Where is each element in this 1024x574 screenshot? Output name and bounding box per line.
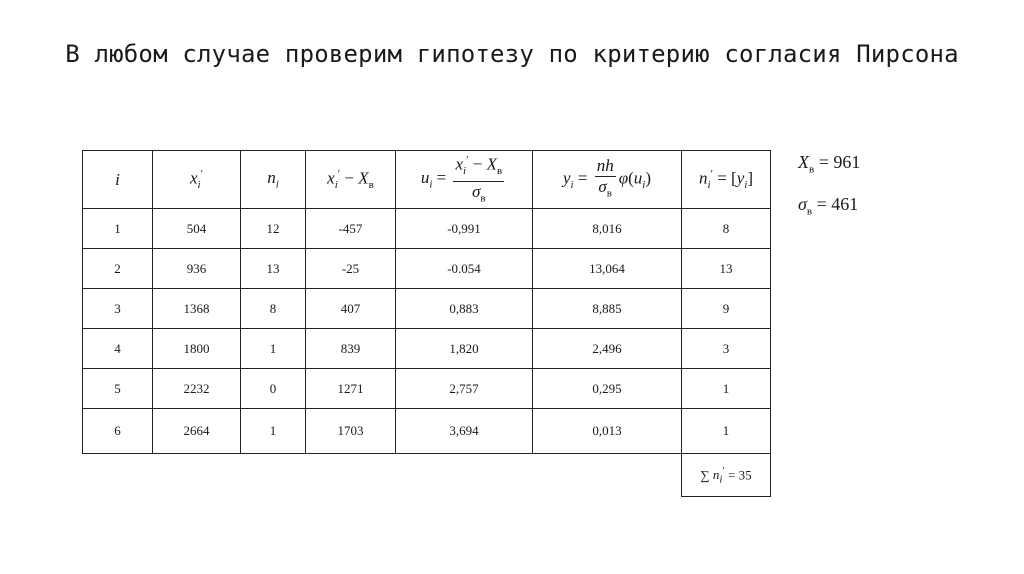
header-xi: $x_i'$ bbox=[153, 151, 241, 209]
cell: 504 bbox=[153, 209, 241, 249]
cell: 3,694 bbox=[396, 409, 533, 454]
cell: 936 bbox=[153, 249, 241, 289]
header-xi-minus-x: $x_i' - X_в$ bbox=[306, 151, 396, 209]
header-i: i bbox=[83, 151, 153, 209]
cell: 8,016 bbox=[533, 209, 682, 249]
cell: 1271 bbox=[306, 369, 396, 409]
cell: 13 bbox=[682, 249, 771, 289]
header-yi: $y_i$ = $\frac{nh}{\sigma_в}$ $\varphi(u_i)$ bbox=[533, 151, 682, 209]
header-ni-prime: $n_i' = [y_i]$ bbox=[682, 151, 771, 209]
table-header-row bbox=[83, 151, 771, 209]
cell: 4 bbox=[83, 329, 153, 369]
cell: 839 bbox=[306, 329, 396, 369]
table-sum-row bbox=[83, 454, 771, 497]
cell: 1800 bbox=[153, 329, 241, 369]
cell: 0 bbox=[241, 369, 306, 409]
sum-cell: ∑ $n_i' = 35$ bbox=[682, 454, 771, 497]
sample-mean-value: 961 bbox=[833, 152, 861, 172]
table-row bbox=[83, 249, 771, 289]
cell: -0,991 bbox=[396, 209, 533, 249]
cell: 6 bbox=[83, 409, 153, 454]
cell: -0.054 bbox=[396, 249, 533, 289]
pearson-table bbox=[82, 150, 771, 497]
cell: 0,883 bbox=[396, 289, 533, 329]
slide-title: В любом случае проверим гипотезу по критерию согласия Пирсона bbox=[65, 40, 959, 68]
cell: 8 bbox=[241, 289, 306, 329]
cell: 1703 bbox=[306, 409, 396, 454]
sum-value: 35 bbox=[738, 466, 752, 482]
table-row bbox=[83, 329, 771, 369]
cell: 2 bbox=[83, 249, 153, 289]
cell: 8,885 bbox=[533, 289, 682, 329]
cell: 8 bbox=[682, 209, 771, 249]
cell: 2232 bbox=[153, 369, 241, 409]
cell: 13,064 bbox=[533, 249, 682, 289]
cell: 407 bbox=[306, 289, 396, 329]
header-ni: $n_i$ bbox=[241, 151, 306, 209]
sample-stddev-value: 461 bbox=[831, 194, 859, 214]
header-ui: $u_i$ = $\frac{x_i' - X_в}{\sigma_в}$ bbox=[396, 151, 533, 209]
cell: 2,496 bbox=[533, 329, 682, 369]
table-row bbox=[83, 289, 771, 329]
cell: -457 bbox=[306, 209, 396, 249]
cell: 0,295 bbox=[533, 369, 682, 409]
cell: 1 bbox=[241, 329, 306, 369]
cell: 1 bbox=[682, 409, 771, 454]
cell: 1368 bbox=[153, 289, 241, 329]
cell: 3 bbox=[682, 329, 771, 369]
cell: 1,820 bbox=[396, 329, 533, 369]
table-row bbox=[83, 209, 771, 249]
cell: 5 bbox=[83, 369, 153, 409]
table-row bbox=[83, 369, 771, 409]
table-row bbox=[83, 409, 771, 454]
cell: 12 bbox=[241, 209, 306, 249]
cell: 1 bbox=[83, 209, 153, 249]
cell: -25 bbox=[306, 249, 396, 289]
sample-stddev: $\sigma_в = 461$ bbox=[798, 194, 859, 218]
cell: 2664 bbox=[153, 409, 241, 454]
cell: 1 bbox=[682, 369, 771, 409]
cell: 3 bbox=[83, 289, 153, 329]
cell: 13 bbox=[241, 249, 306, 289]
cell: 2,757 bbox=[396, 369, 533, 409]
cell: 0,013 bbox=[533, 409, 682, 454]
cell: 1 bbox=[241, 409, 306, 454]
sample-mean: $X_в = 961$ bbox=[798, 152, 861, 176]
cell: 9 bbox=[682, 289, 771, 329]
